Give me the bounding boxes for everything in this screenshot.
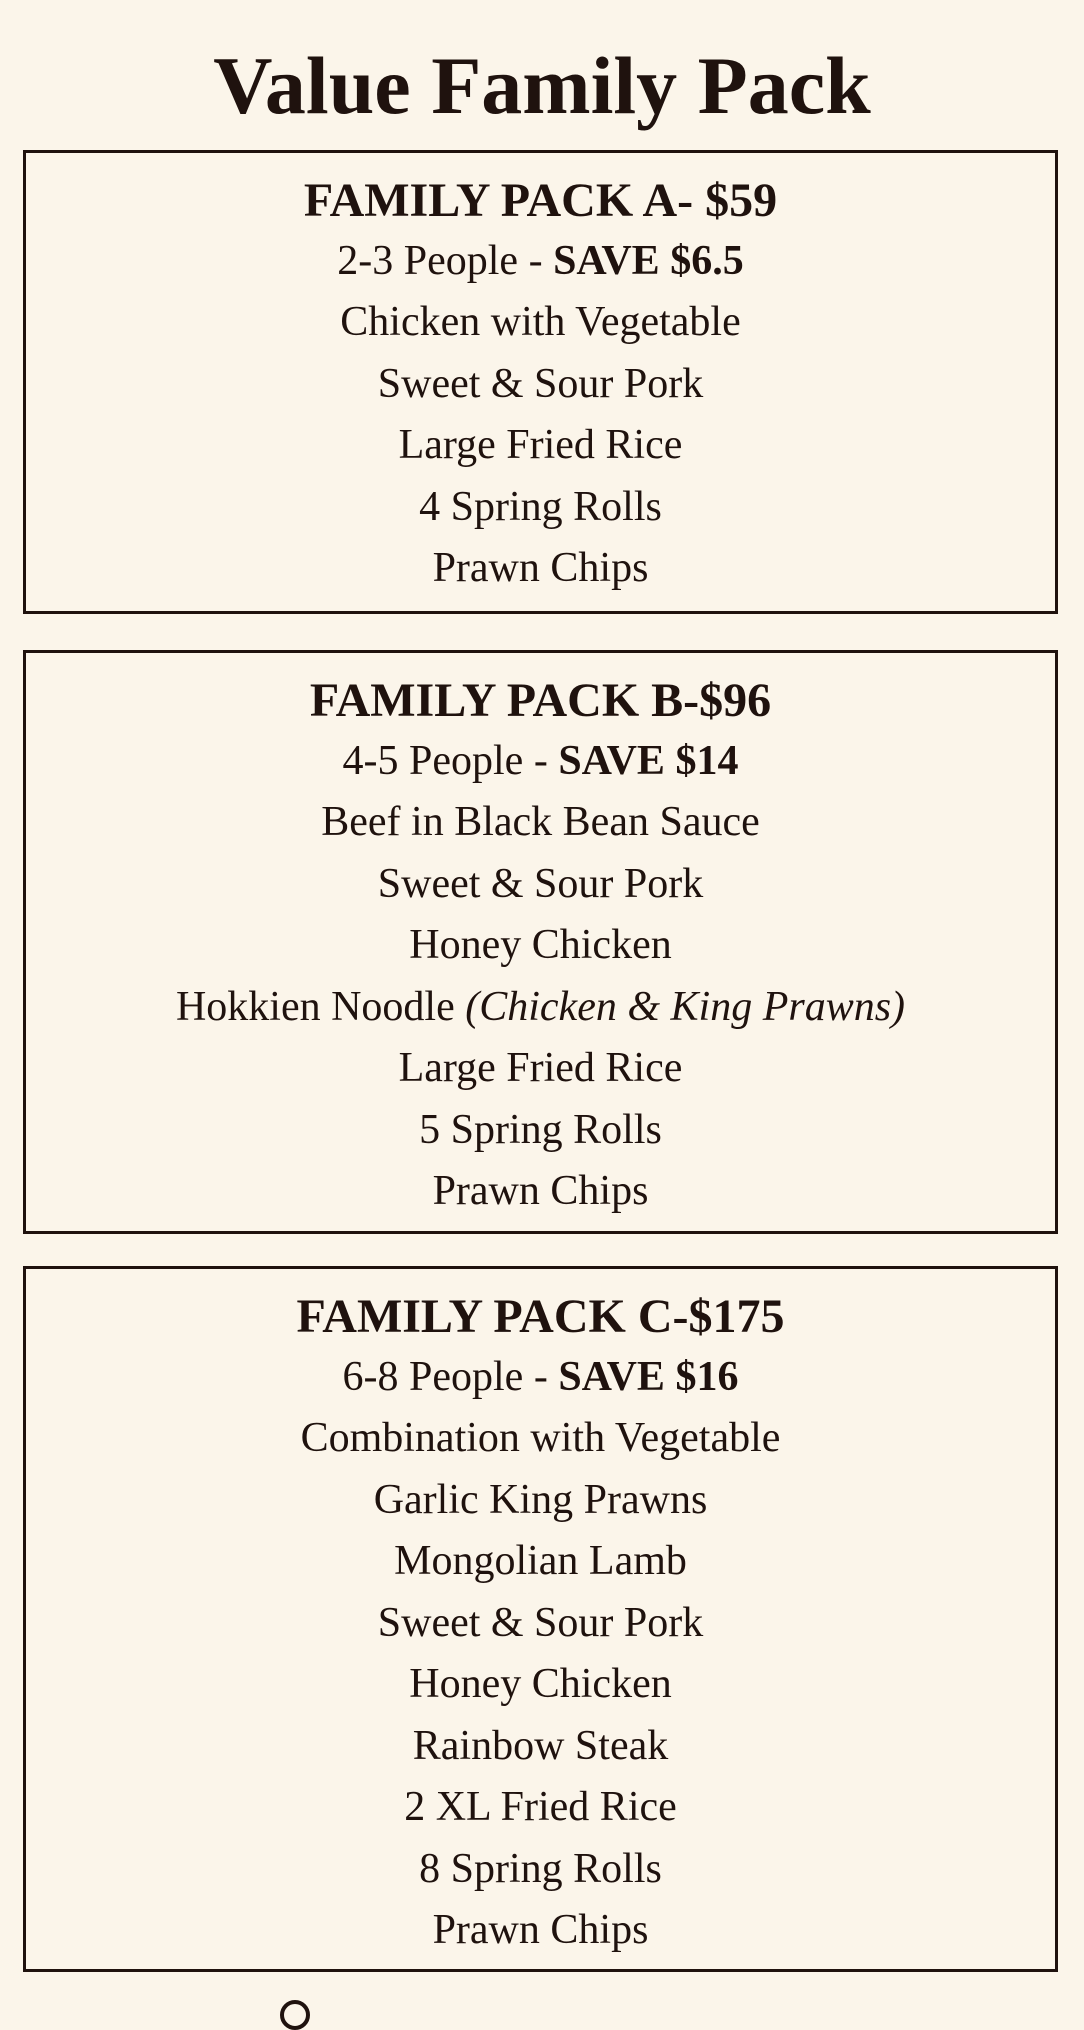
pack-b-items: [26, 792, 1055, 1223]
pack-a-items: [26, 292, 1055, 600]
pack-a-item: Chicken with Vegetable: [340, 299, 741, 345]
pack-c-item: Rainbow Steak: [412, 1722, 669, 1769]
pack-a-people-line: [26, 231, 1055, 292]
pack-c-item: Garlic King Prawns: [373, 1476, 708, 1523]
pack-a-item: Prawn Chips: [432, 545, 649, 591]
hokkien-noodle-note: (Chicken & King Prawns): [465, 983, 906, 1030]
pack-b-people-line: [26, 731, 1055, 792]
pack-c-people: 6-8 People -: [342, 1354, 559, 1400]
pack-c-item: 2 XL Fried Rice: [404, 1784, 677, 1830]
pack-b-heading: FAMILY PACK B-$96: [309, 674, 772, 727]
pack-a-savings: SAVE $6.5: [553, 238, 744, 284]
pack-c-items: [26, 1408, 1055, 1962]
pack-b-item: Large Fried Rice: [398, 1045, 683, 1091]
pack-c-item: Combination with Vegetable: [300, 1415, 781, 1461]
pack-a-item: 4 Spring Rolls: [419, 483, 662, 530]
pack-a-people: 2-3 People -: [337, 238, 554, 284]
pack-a-heading: FAMILY PACK A- $59: [303, 174, 778, 227]
pack-c-heading: FAMILY PACK C-$175: [296, 1290, 785, 1343]
pack-c-item: Sweet & Sour Pork: [377, 1599, 704, 1646]
pack-b-people: 4-5 People -: [342, 738, 559, 784]
pack-c-people-line: [26, 1347, 1055, 1408]
pack-c-savings: SAVE $16: [558, 1354, 739, 1400]
pack-c-item: 8 Spring Rolls: [419, 1845, 662, 1892]
family-pack-a: [23, 150, 1058, 614]
page-title: Value Family Pack: [213, 40, 871, 131]
family-pack-c: [23, 1266, 1058, 1972]
pack-c-item: Honey Chicken: [409, 1661, 672, 1707]
pack-b-item: Sweet & Sour Pork: [377, 860, 704, 907]
pack-b-item: Honey Chicken: [409, 922, 672, 968]
pack-b-item-hokkien: [26, 977, 1055, 1039]
pack-b-item: 5 Spring Rolls: [419, 1106, 662, 1153]
pack-a-item: Sweet & Sour Pork: [377, 360, 704, 407]
pack-c-item: Mongolian Lamb: [394, 1538, 687, 1584]
pack-a-item: Large Fried Rice: [398, 422, 683, 468]
cropped-glyph-decoration: [280, 2000, 310, 2030]
pack-b-savings: SAVE $14: [558, 738, 739, 784]
pack-c-item: Prawn Chips: [432, 1907, 649, 1953]
family-pack-b: [23, 650, 1058, 1234]
pack-b-item: Beef in Black Bean Sauce: [321, 799, 760, 845]
hokkien-noodle-label: Hokkien Noodle: [175, 983, 466, 1030]
pack-b-item: Prawn Chips: [432, 1168, 649, 1214]
